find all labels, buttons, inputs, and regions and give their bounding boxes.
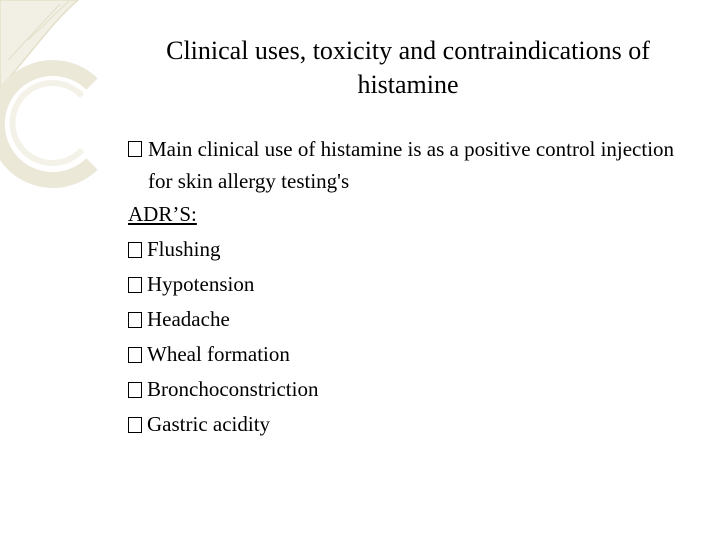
- adr-item-text: Bronchoconstriction: [147, 377, 319, 401]
- checkbox-icon: [128, 242, 142, 258]
- adr-item-text: Hypotension: [147, 272, 255, 296]
- main-bullet-text: Main clinical use of histamine is as a positive control injection for skin allergy testing's: [148, 137, 675, 193]
- checkbox-icon: [128, 277, 142, 293]
- slide-title-line-2: histamine: [357, 70, 459, 99]
- adr-list-item: [128, 372, 698, 407]
- adr-list-item: [128, 232, 698, 267]
- slide-body: [128, 133, 698, 442]
- decorative-corner-graphic: [0, 0, 100, 200]
- checkbox-icon: [128, 347, 142, 363]
- decorative-arc-inner: [12, 83, 82, 163]
- adr-item-text: Wheal formation: [147, 342, 290, 366]
- checkbox-icon: [128, 141, 142, 157]
- adr-list-item: [128, 407, 698, 442]
- slide-title-line-1: Clinical uses, toxicity and contraindications of: [166, 36, 650, 65]
- main-bullet: [128, 133, 698, 197]
- adr-list-item: [128, 267, 698, 302]
- adr-list-item: [128, 337, 698, 372]
- adr-item-text: Headache: [147, 307, 230, 331]
- checkbox-icon: [128, 382, 142, 398]
- adr-list-item: [128, 302, 698, 337]
- slide-title: [128, 34, 688, 102]
- adr-item-text: Gastric acidity: [147, 412, 271, 436]
- checkbox-icon: [128, 312, 142, 328]
- adr-item-text: Flushing: [147, 237, 221, 261]
- checkbox-icon: [128, 417, 142, 433]
- adr-heading: ADR’S:: [128, 202, 197, 226]
